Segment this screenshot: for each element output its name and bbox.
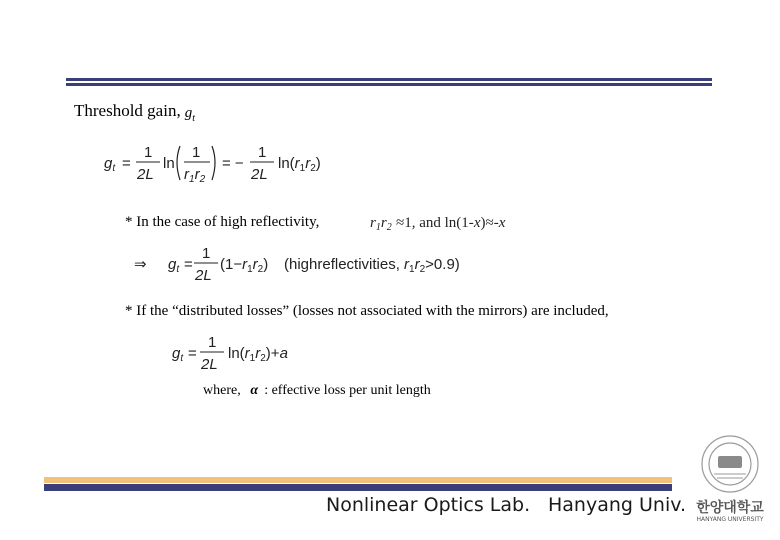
footer-rule [44, 484, 672, 491]
svg-text:r1r2: $r_1r_2$ [370, 215, 392, 233]
svg-text:=: = [188, 345, 197, 362]
where-prefix: where, [203, 383, 241, 398]
heading-variable: $g_t$ [184, 105, 195, 124]
footer-accent-bar [44, 477, 672, 483]
svg-text:⇒: ⇒ [134, 256, 147, 273]
footer-lab-name: Nonlinear Optics Lab. [326, 494, 531, 516]
heading-text: Threshold gain, [74, 101, 181, 120]
threshold-gain-equation [100, 140, 330, 188]
svg-text:ln: ln [163, 155, 175, 172]
alpha-symbol: α [250, 383, 259, 398]
logo-english-name: HANYANG UNIVERSITY [696, 516, 764, 523]
svg-text:1: 1 [202, 245, 211, 262]
high-reflectivity-equation [130, 243, 470, 287]
svg-text:(1−r1r2): $(1-r_1r_2)$ [220, 256, 269, 275]
svg-text:2L: 2L [251, 166, 268, 183]
heading [74, 101, 195, 123]
logo-korean-name: 한양대학교 [696, 500, 764, 516]
high-reflectivity-note: * In the case of high reflectivity, [125, 214, 320, 230]
high-reflectivity-condition [368, 209, 538, 235]
distributed-loss-equation [168, 332, 318, 376]
svg-text:2L: 2L [195, 267, 212, 284]
svg-text:r1r2: $r_1r_2$ [184, 166, 206, 185]
where-clause [203, 383, 431, 399]
svg-text:1: 1 [144, 144, 153, 161]
svg-text:= −: = − [222, 155, 244, 172]
svg-text:ln(r1r2): $\ln(r_1r_2)$ [278, 155, 321, 174]
svg-text:=: = [122, 155, 131, 172]
svg-text:1: 1 [192, 144, 201, 161]
svg-text:2L: 2L [201, 356, 218, 373]
svg-text:≈1, and ln(1-x)≈-x: ≈1, and ln(1-x)≈-x [396, 215, 506, 231]
svg-text:1: 1 [258, 144, 267, 161]
svg-text:=: = [184, 256, 193, 273]
top-rule [66, 78, 712, 86]
distributed-losses-note: * If the “distributed losses” (losses not associated with the mirrors) are included, [125, 303, 609, 319]
svg-text:(highreflectivities, r1r2>0.9): (highreflectivities, $r_1r_2>0.9$) [284, 256, 460, 275]
svg-text:ln(r1r2)+a: $\ln(r_1r_2)+a$ [228, 345, 288, 364]
svg-text:2L: 2L [137, 166, 154, 183]
where-suffix: : effective loss per unit length [264, 383, 431, 398]
footer-university-name: Hanyang Univ. [548, 494, 687, 516]
svg-text:gt: $g_t$ [104, 155, 116, 174]
svg-text:gt: $g_t$ [168, 256, 180, 275]
hanyang-university-logo [684, 430, 776, 524]
svg-text:gt: $g_t$ [172, 345, 184, 364]
svg-text:1: 1 [208, 334, 217, 351]
